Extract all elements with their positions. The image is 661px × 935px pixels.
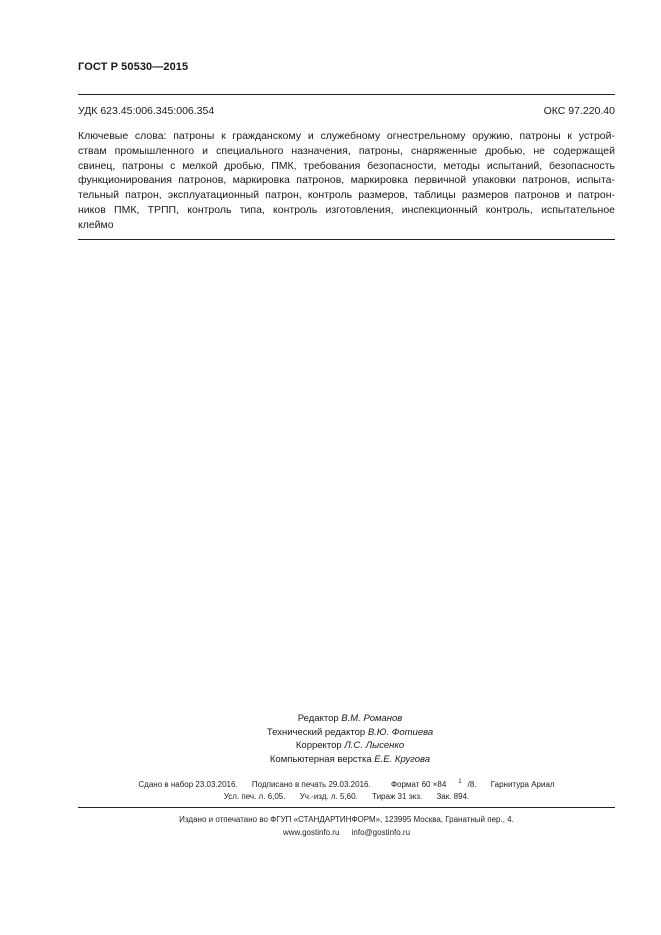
- keywords-line: тельный патрон, эксплуатационный патрон, контроль размеров, таблицы размеров патронов и патрон-: [78, 189, 615, 202]
- keywords-line: свинец, патроны с мелкой дробью, ПМК, требования безопасности, методы испытаний, безопасность: [78, 159, 615, 172]
- credit-role: Компьютерная верстка: [269, 753, 372, 765]
- publisher-contacts: [78, 827, 615, 840]
- keywords-line: функционирования патронов, маркировка патронов, маркировка первичной упаковки патронов, испыта-: [78, 174, 615, 187]
- keywords-line: ников ПМК, ТРПП, контроль типа, контроль изготовления, инспекционный контроль, испытательное: [78, 203, 615, 216]
- format-superscript: 1: [458, 779, 462, 785]
- keywords-line: клеймо: [78, 218, 114, 231]
- udk-code: УДК 623.45:006.345:006.354: [78, 105, 215, 117]
- credit-layout: [200, 753, 500, 767]
- keywords-line: Ключевые слова: патроны к гражданскому и служебному огнестрельному оружию, патроны к устрой-: [78, 130, 615, 142]
- keywords-paragraph: [78, 129, 615, 233]
- print-imprint: [78, 776, 615, 804]
- print-run: Тираж 31 экз.: [372, 792, 423, 802]
- print-sheets: Усл. печ. л. 6,05.: [223, 792, 286, 802]
- submitted-date: Сдано в набор 23.03.2016.: [138, 779, 238, 789]
- publisher-website-link[interactable]: www.gostinfo.ru: [282, 827, 340, 837]
- publisher-email-link[interactable]: info@gostinfo.ru: [351, 827, 411, 837]
- typeface: Гарнитура Ариал: [490, 779, 555, 789]
- credit-technical-editor: [200, 726, 500, 740]
- signed-date: Подписано в печать 29.03.2016.: [251, 779, 371, 789]
- paper-format: [385, 780, 477, 789]
- format-fraction: /8.: [467, 779, 477, 789]
- keywords-line: ствам промышленного и специального назначения, патроны, снаряженные дробью, не содержащей: [78, 144, 615, 157]
- credit-person: Е.Е. Кругова: [374, 753, 431, 765]
- credit-editor: [200, 712, 500, 726]
- credit-role: Корректор: [295, 740, 342, 752]
- standard-number: ГОСТ Р 50530—2015: [78, 61, 189, 73]
- publisher-sheets: Уч.-изд. л. 5,60.: [299, 792, 358, 802]
- credit-person: Л.С. Лысенко: [344, 740, 405, 752]
- imprint-line-2: [78, 791, 615, 804]
- top-divider: [78, 94, 615, 95]
- editorial-credits: [200, 712, 500, 766]
- imprint-line-1: [78, 776, 615, 791]
- credit-person: В.М. Романов: [341, 713, 403, 724]
- credit-person: В.Ю. Фотиева: [367, 726, 434, 738]
- format-text: Формат 60 ×84: [390, 779, 447, 789]
- publisher-address: Издано и отпечатано во ФГУП «СТАНДАРТИНФОРМ», 123995 Москва, Гранатный пер., 4.: [179, 815, 514, 824]
- imprint-divider: [78, 807, 615, 808]
- credit-role: Редактор: [297, 713, 339, 724]
- publisher-info: [78, 814, 615, 840]
- credit-role: Технический редактор: [266, 726, 366, 738]
- credit-proofreader: [200, 739, 500, 753]
- keywords-divider: [78, 239, 615, 240]
- order-number: Зак. 894.: [436, 792, 470, 802]
- oks-code: ОКС 97.220.40: [543, 105, 615, 117]
